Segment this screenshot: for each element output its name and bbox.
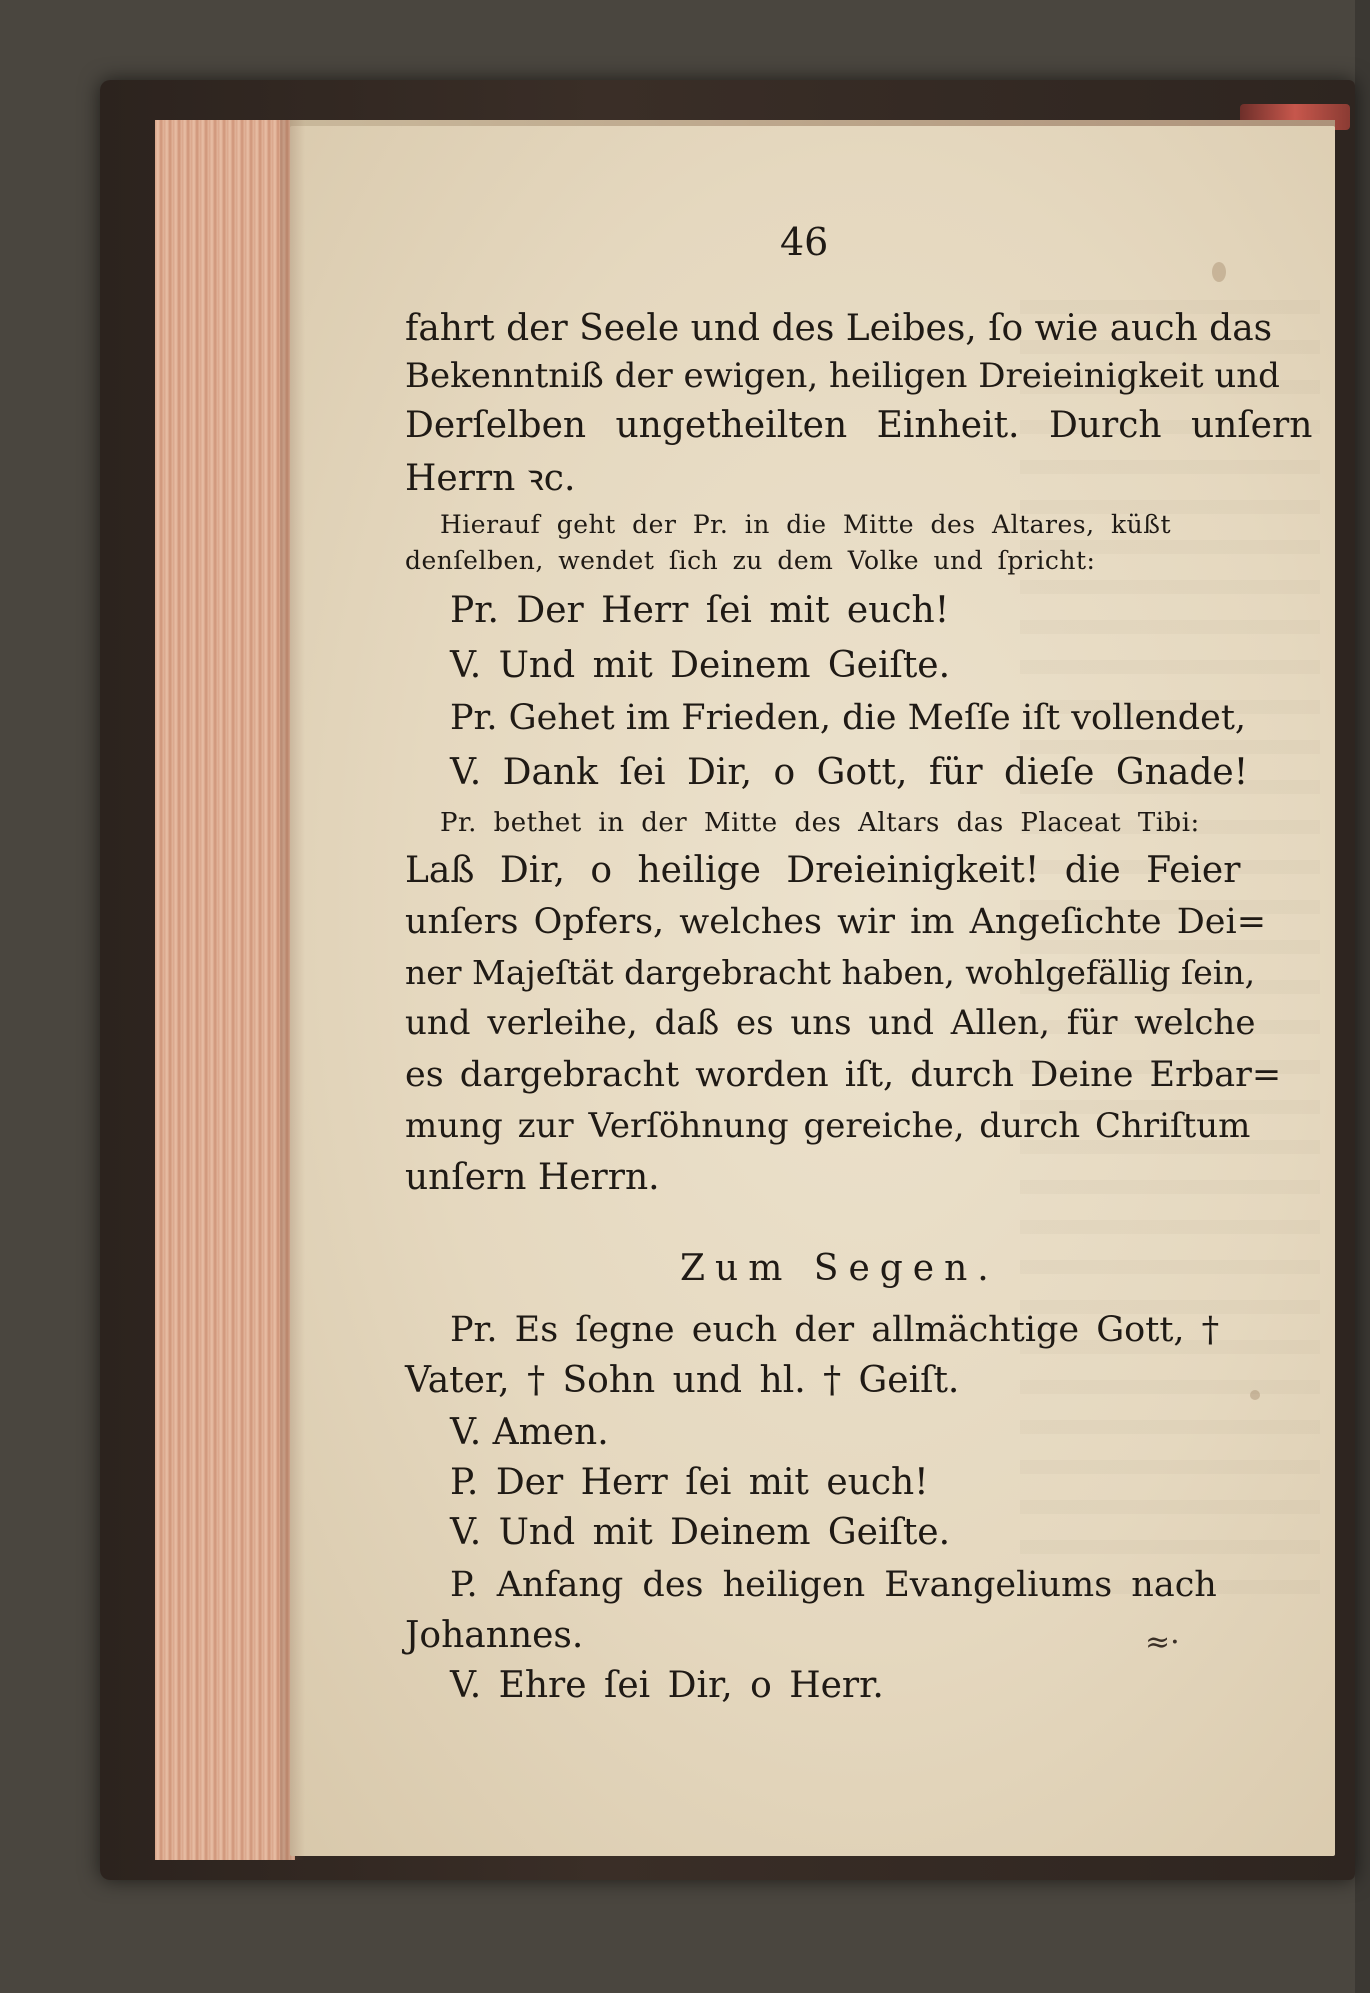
rubric-line: Pr. bethet in der Mitte des Altars das Placeat Tibi: [440, 808, 1200, 838]
prayer-line: unſern Herrn. [405, 1157, 660, 1198]
blessing-line: V. Ehre ſei Dir, o Herr. [450, 1665, 884, 1706]
prayer-line: Laß Dir, o heilige Dreieinigkeit! die Feier [405, 850, 1241, 891]
prayer-line: mung zur Verſöhnung gereiche, durch Chriſtum [405, 1106, 1251, 1146]
dialog-line: V. Und mit Deinem Geiſte. [450, 645, 951, 686]
prayer-line: und verleihe, daß es uns und Allen, für welche [405, 1003, 1256, 1043]
blessing-line: P. Der Herr ſei mit euch! [450, 1462, 929, 1503]
dialog-line: V. Dank ſei Dir, o Gott, für dieſe Gnade! [450, 752, 1249, 793]
section-heading: Zum Segen. [680, 1248, 999, 1289]
prayer-line: ner Majeſtät dargebracht haben, wohlgefällig ſein, [405, 953, 1256, 992]
blessing-line: Pr. Es ſegne euch der allmächtige Gott, † [450, 1310, 1220, 1350]
text-line: Herrn ꝛc. [405, 458, 576, 499]
blessing-line: V. Und mit Deinem Geiſte. [450, 1512, 951, 1553]
text-line: fahrt der Seele und des Leibes, ſo wie auch das [405, 308, 1273, 349]
prayer-line: es dargebracht worden iſt, durch Deine Erbar= [405, 1055, 1282, 1095]
text-line: Bekenntniß der ewigen, heiligen Dreieinigkeit und [405, 356, 1280, 396]
show-through-ghost-text [1020, 300, 1320, 1600]
dialog-line: Pr. Der Herr ſei mit euch! [450, 590, 950, 631]
blessing-line: P. Anfang des heiligen Evangeliums nach [450, 1565, 1217, 1605]
page-number: 46 [780, 220, 829, 264]
text-line: Derſelben ungetheilten Einheit. Durch unſern [405, 405, 1313, 446]
rubric-line: Hierauf geht der Pr. in die Mitte des Altares, küßt [440, 510, 1172, 539]
prayer-line: unſers Opfers, welches wir im Angeſichte Dei= [405, 902, 1267, 942]
blessing-line: Johannes. [405, 1615, 584, 1656]
catchword-smudge: ≈· [1145, 1625, 1180, 1660]
paper-stain [1250, 1390, 1260, 1400]
dialog-line: Pr. Gehet im Frieden, die Meſſe iſt vollendet, [450, 698, 1247, 738]
blessing-line: V. Amen. [450, 1412, 609, 1453]
background-strip [1355, 0, 1370, 1993]
blessing-line: Vater, † Sohn und hl. † Geiſt. [405, 1360, 960, 1401]
page-edges [155, 120, 295, 1860]
gutter-shadow [280, 120, 305, 1860]
rubric-line: denſelben, wendet ſich zu dem Volke und ſpricht: [405, 546, 1096, 575]
paper-stain [1212, 262, 1226, 282]
